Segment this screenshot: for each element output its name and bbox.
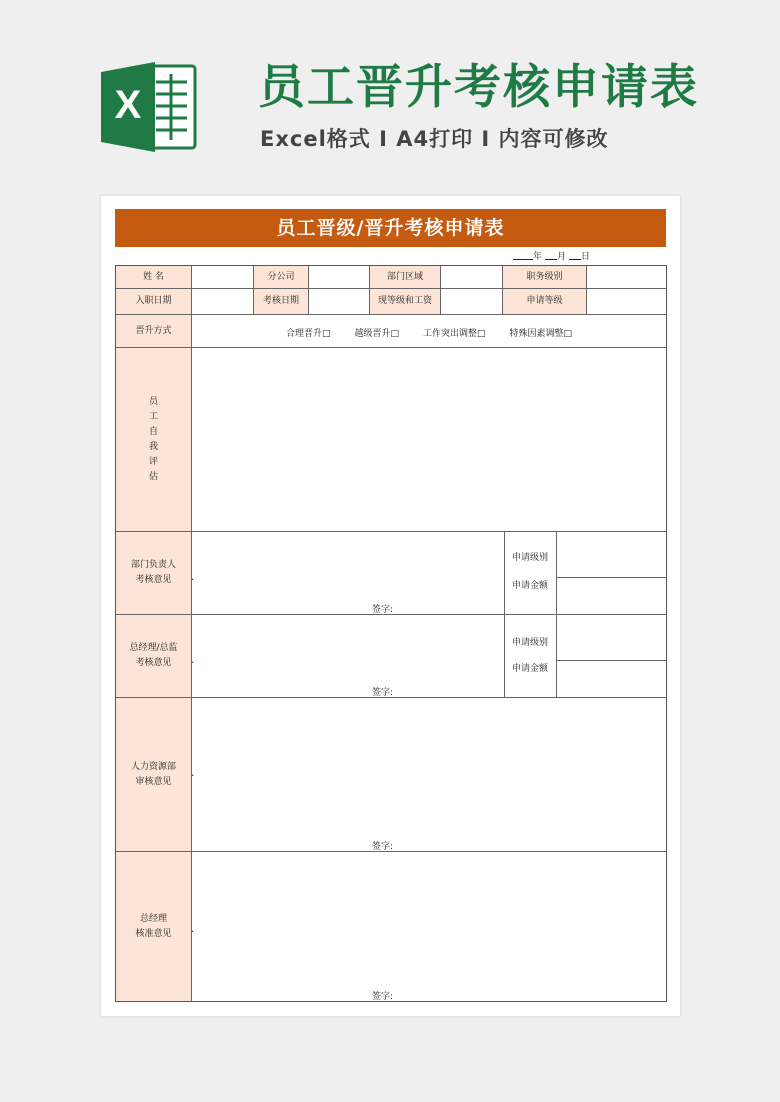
review-date-label: 考核日期 <box>254 289 308 314</box>
date-month-label: 月 <box>557 252 567 262</box>
dept-input[interactable] <box>441 266 502 288</box>
hr-label: 人力资源部 审核意见 <box>116 698 191 851</box>
date-day-label: 日 <box>581 252 591 262</box>
option-skip-level-promotion[interactable]: 越级晋升□ <box>354 328 399 339</box>
apply-level-input[interactable] <box>587 289 666 314</box>
promotion-options <box>191 317 667 347</box>
hr-sign-label: 签字: <box>372 842 394 852</box>
form-banner-title: 员工晋级/晋升考核申请表 <box>115 209 666 247</box>
job-level-input[interactable] <box>587 266 666 288</box>
dept-head-sign-label: 签字: <box>372 605 394 615</box>
svg-text:X: X <box>114 83 142 127</box>
dept-label: 部门区域 <box>370 266 440 288</box>
branch-input[interactable] <box>309 266 369 288</box>
gm-approve-label: 总经理 核准意见 <box>116 852 191 1001</box>
date-line <box>513 249 590 262</box>
gm-approve-sign-label: 签字: <box>372 992 394 1002</box>
join-date-label: 入职日期 <box>116 289 191 314</box>
job-level-label: 职务级别 <box>503 266 586 288</box>
self-eval-label: 员 工 自 我 评 估 <box>116 348 191 531</box>
branch-label: 分公司 <box>254 266 308 288</box>
dept-head-apply-level-label: 申请级别 <box>511 552 548 563</box>
join-date-input[interactable] <box>192 289 253 314</box>
page-title: 员工晋升考核申请表 <box>258 60 699 115</box>
date-year-label: 年 <box>533 252 543 262</box>
apply-level-label: 申请等级 <box>503 289 586 314</box>
current-level-input[interactable] <box>441 289 502 314</box>
name-label: 姓 名 <box>116 266 191 288</box>
promotion-method-label: 晋升方式 <box>116 315 191 347</box>
excel-logo-icon <box>101 60 197 154</box>
gm-apply-level-label: 申请级别 <box>511 637 548 648</box>
name-input[interactable] <box>192 266 253 288</box>
dept-head-apply-amount-label: 申请金额 <box>511 580 548 591</box>
current-level-label: 现等级和工资 <box>370 289 440 314</box>
option-outstanding-adjustment[interactable]: 工作突出调整□ <box>423 328 486 339</box>
review-date-input[interactable] <box>309 289 369 314</box>
gm-label: 总经理/总监 考核意见 <box>116 615 191 697</box>
option-reasonable-promotion[interactable]: 合理晋升□ <box>285 328 331 339</box>
page-subtitle: Excel格式 I A4打印 I 内容可修改 <box>260 127 609 151</box>
self-eval-input[interactable] <box>192 348 666 531</box>
dept-head-label: 部门负责人 考核意见 <box>116 532 191 614</box>
gm-apply-amount-label: 申请金额 <box>511 663 548 674</box>
gm-sign-label: 签字: <box>372 688 394 698</box>
option-special-adjustment[interactable]: 特殊因素调整□ <box>509 328 573 339</box>
